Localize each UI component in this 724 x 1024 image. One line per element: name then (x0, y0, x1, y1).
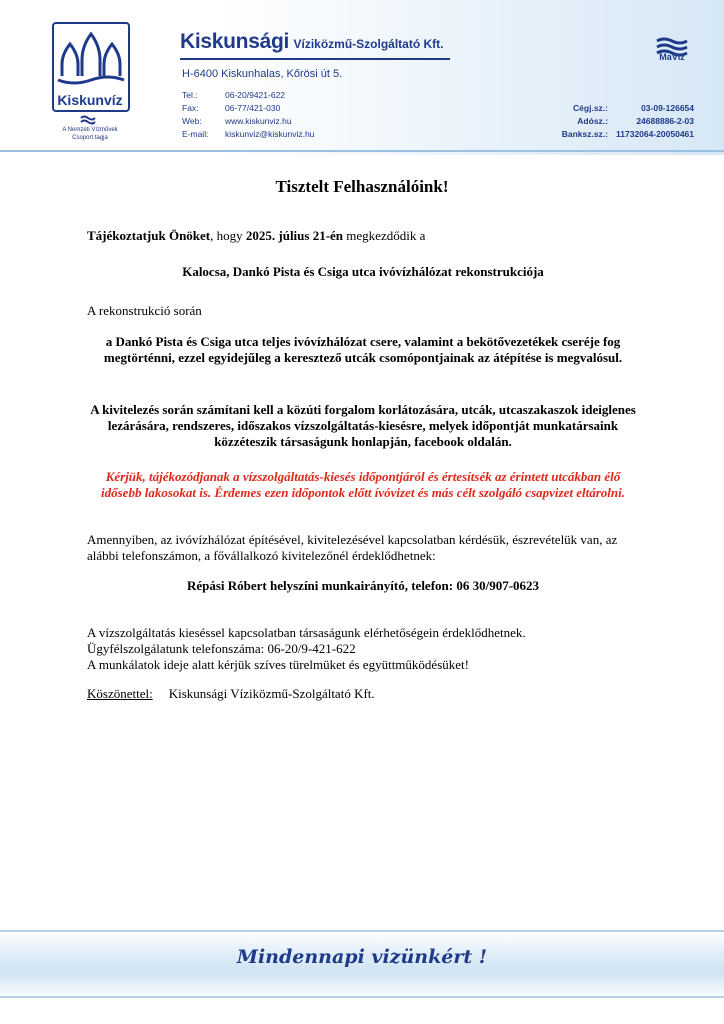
company-name: Kiskunsági Víziközmű-Szolgáltató Kft. (180, 30, 444, 53)
contact-fax: Fax: 06-77/421-030 (182, 103, 281, 113)
expectations-paragraph: A kivitelezés során számítani kell a közúti forgalom korlátozására, utcák, utcaszakaszok ideiglenes lezárására, rendszeres, időszakos vízszolgáltatás-kiesésre, melyek időpontját munkatársaink közzéteszik társaságunk honlapján, facebook oldalán. (90, 402, 636, 449)
signature: Kiskunsági Víziközmű-Szolgáltató Kft. (168, 686, 375, 701)
request-paragraph: Kérjük, tájékozódjanak a vízszolgáltatás-kiesés időpontjáról és értesítsék az érintett utcákban élő idősebb lakosokat is. Érdemes ezen időpontok előtt ívóvizet és más célt szolgáló csapvizet eltárolni. (101, 469, 625, 500)
maviz-label: MaVíz (659, 52, 685, 62)
footer-slogan: Mindennapi vizünkért ! (236, 946, 488, 968)
contact-web: Web: www.kiskunviz.hu (182, 116, 292, 126)
letter-title: Tisztelt Felhasználóink! (275, 177, 449, 196)
thanks-label: Köszönettel: (87, 686, 153, 701)
contact-email: E-mail: kiskunviz@kiskunviz.hu (182, 129, 315, 139)
signature-line (87, 686, 639, 702)
patience-line: A munkálatok ideje alatt kérjük szíves türelmüket és együttműködésüket! (87, 657, 469, 672)
footer-bottom-line (0, 996, 724, 998)
during-label: A rekonstrukció során (87, 303, 202, 318)
registry-block (550, 102, 694, 141)
registry-adosz: Adósz.: 24688886-2-03 (577, 116, 694, 126)
contact-block (182, 89, 314, 141)
letterhead-divider (0, 150, 724, 152)
project-name: Kalocsa, Dankó Pista és Csiga utca ivóvízhálózat rekonstrukciója (182, 264, 544, 279)
outage-line: A vízszolgáltatás kieséssel kapcsolatban társaságunk elérhetőségein érdeklődhetnek. (87, 625, 526, 640)
contact-person: Répási Róbert helyszíni munkairányító, telefon: 06 30/907-0623 (186, 578, 540, 593)
company-underline (180, 58, 450, 60)
logo-brand-name: Kiskunvíz (57, 92, 123, 108)
company-address: H-6400 Kiskunhalas, Kőrösi út 5. (182, 68, 343, 80)
logo-tagline: A Nemzeti Vízművek Csoport tagja (62, 127, 118, 141)
inquiries-paragraph: Amennyiben, az ivóvízhálózat építésével, kivitelezésével kapcsolatban kérdésük, észrevételük van, az alábbi telefonszámon, a fővállalkozó kivitelezőnél érdeklődhetnek: (87, 532, 618, 563)
registry-cegj: Cégj.sz.: 03-09-126654 (573, 103, 694, 113)
nemzeti-vizmuvek-icon (80, 113, 96, 125)
scope-paragraph: a Dankó Pista és Csiga utca teljes ivóvízhálózat csere, valamint a bekötővezetékek cseréje fog megtörténni, ezzel egyidejűleg a keresztező utcák csomópontjainak az átépítése is megvalósul. (103, 334, 623, 365)
intro-paragraph: Tájékoztatjuk Önöket, hogy 2025. július 21-én megkezdődik a (87, 228, 426, 243)
customer-service-line: Ügyfélszolgálatunk telefonszáma: 06-20/9-421-622 (87, 641, 356, 656)
footer-top-line (0, 930, 724, 932)
registry-banksz: Banksz.sz.: 11732064-20050461 (561, 129, 694, 139)
water-drops-icon (54, 24, 128, 94)
contact-tel: Tel.: 06-20/9421-622 (182, 90, 286, 100)
